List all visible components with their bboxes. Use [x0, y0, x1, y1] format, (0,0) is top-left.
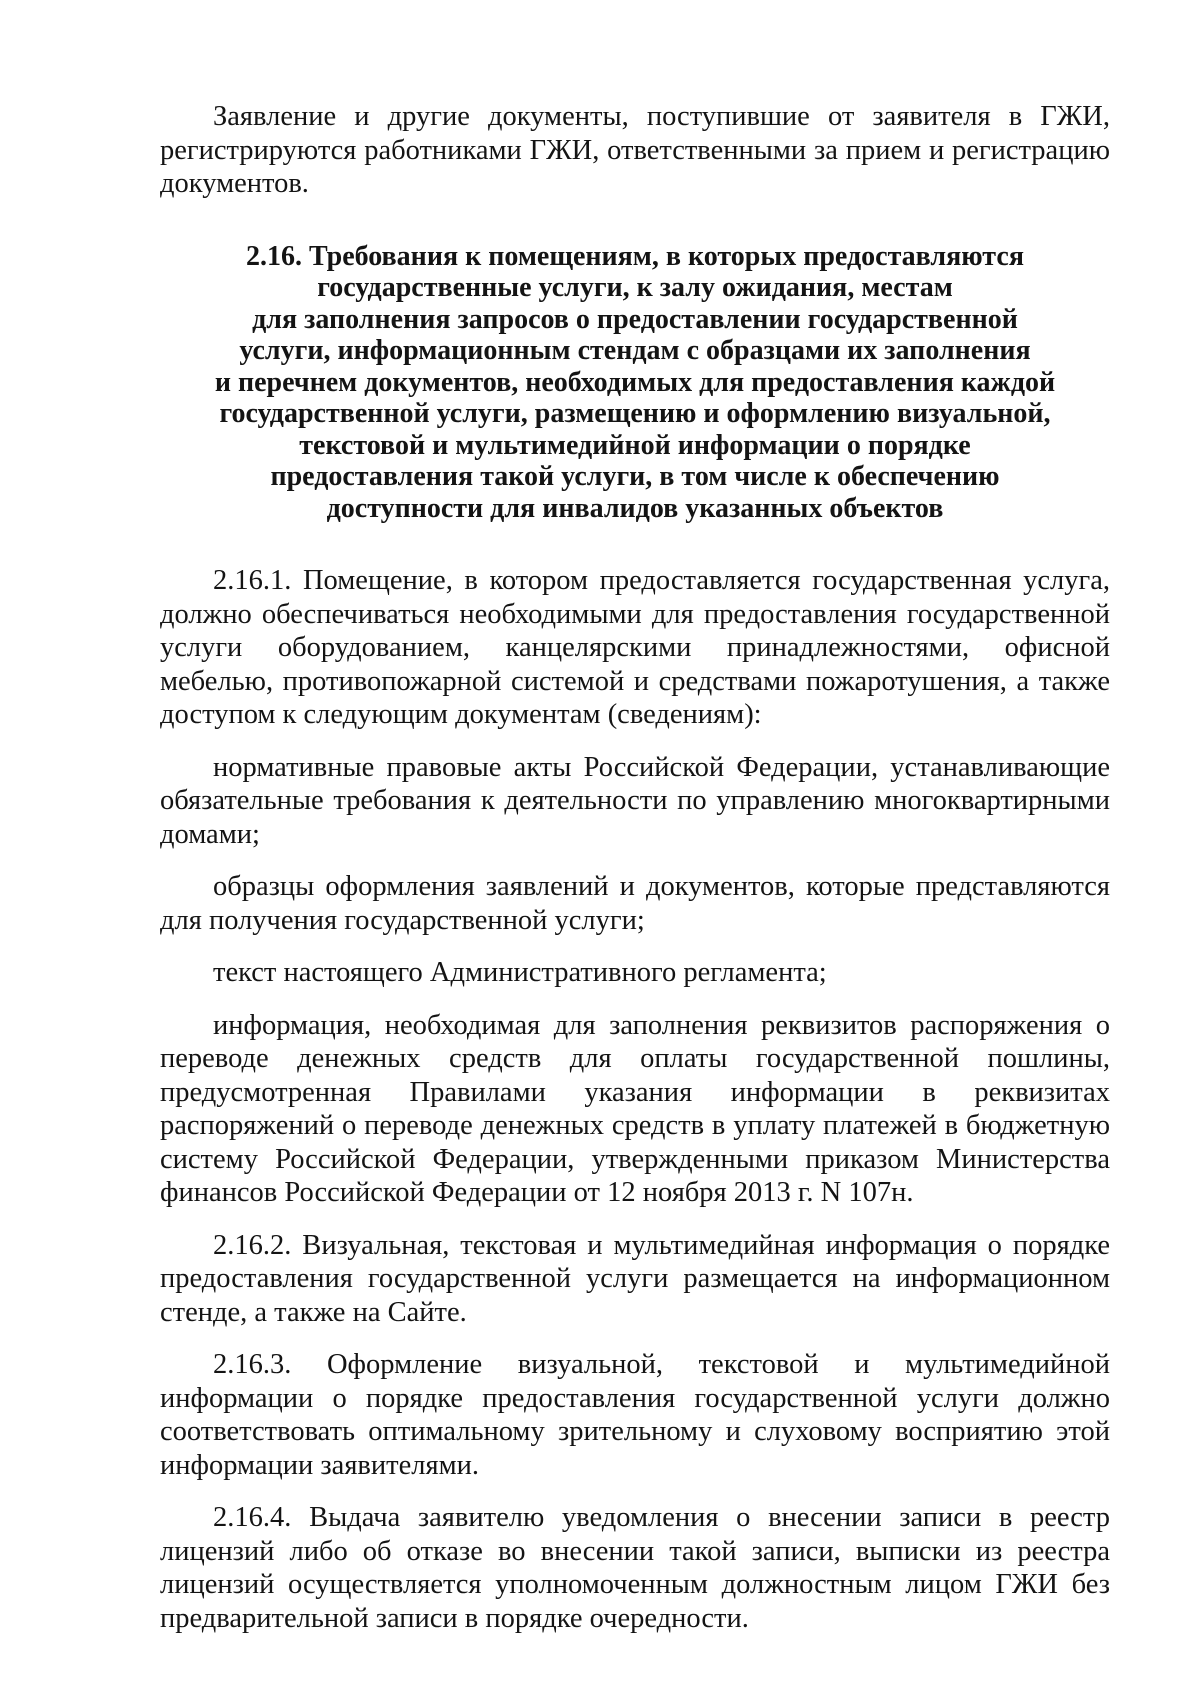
document-body	[160, 100, 1110, 1635]
heading-line: предоставления такой услуги, в том числе к обеспечению	[270, 461, 1000, 492]
paragraph-2-16-2: 2.16.2. Визуальная, текстовая и мультимедийная информация о порядке предоставления государственной услуги размещается на информационном стенде, а также на Сайте.	[160, 1229, 1110, 1328]
heading-line: доступности для инвалидов указанных объектов	[326, 492, 944, 524]
heading-line: текстовой и мультимедийной информации о порядке	[299, 429, 971, 461]
heading-line: и перечнем документов, необходимых для предоставления каждой	[214, 366, 1056, 398]
heading-line: государственной услуги, размещению и оформлению визуальной,	[219, 398, 1051, 429]
paragraph-2-16-4: 2.16.4. Выдача заявителю уведомления о внесении записи в реестр лицензий либо об отказе во внесении такой записи, выписки из реестра лицензий осуществляется уполномоченным должностным лицом ГЖИ без предварительной записи в порядке очередности.	[160, 1502, 1110, 1634]
heading-line: государственные услуги, к залу ожидания, местам	[317, 272, 953, 303]
section-heading-2-16	[160, 241, 1110, 525]
heading-line: 2.16. Требования к помещениям, в которых предоставляются	[246, 240, 1024, 272]
paragraph-2-16-1: 2.16.1. Помещение, в котором предоставляется государственная услуга, должно обеспечиваться необходимыми для предоставления государственной услуги оборудованием, канцелярскими принадлежностями, офисной мебелью, противопожарной системой и средствами пожаротушения, а также доступом к следующим документам (сведениям):	[160, 565, 1110, 730]
paragraph-sample-forms: образцы оформления заявлений и документов, которые представляются для получения государственной услуги;	[160, 871, 1110, 936]
paragraph-2-16-3: 2.16.3. Оформление визуальной, текстовой и мультимедийной информации о порядке предоставления государственной услуги должно соответствовать оптимальному зрительному и слуховому восприятию этой информации заявителями.	[160, 1349, 1110, 1481]
intro-paragraph: Заявление и другие документы, поступившие от заявителя в ГЖИ, регистрируются работниками ГЖИ, ответственными за прием и регистрацию документов.	[160, 101, 1110, 199]
paragraph-normative-acts: нормативные правовые акты Российской Федерации, устанавливающие обязательные требования к деятельности по управлению многоквартирными домами;	[160, 751, 1110, 850]
heading-line: услуги, информационным стендам с образцами их заполнения	[239, 335, 1031, 366]
heading-line: для заполнения запросов о предоставлении государственной	[252, 303, 1018, 335]
paragraph-payment-details: информация, необходимая для заполнения реквизитов распоряжения о переводе денежных средств для оплаты государственной пошлины, предусмотренная Правилами указания информации в реквизитах распоряжений о переводе денежных средств в уплату платежей в бюджетную систему Российской Федерации, утвержденными приказом Министерства финансов Российской Федерации от 12 ноября 2013 г. N 107н.	[160, 1009, 1110, 1208]
paragraph-regulation-text: текст настоящего Административного регламента;	[213, 957, 827, 988]
